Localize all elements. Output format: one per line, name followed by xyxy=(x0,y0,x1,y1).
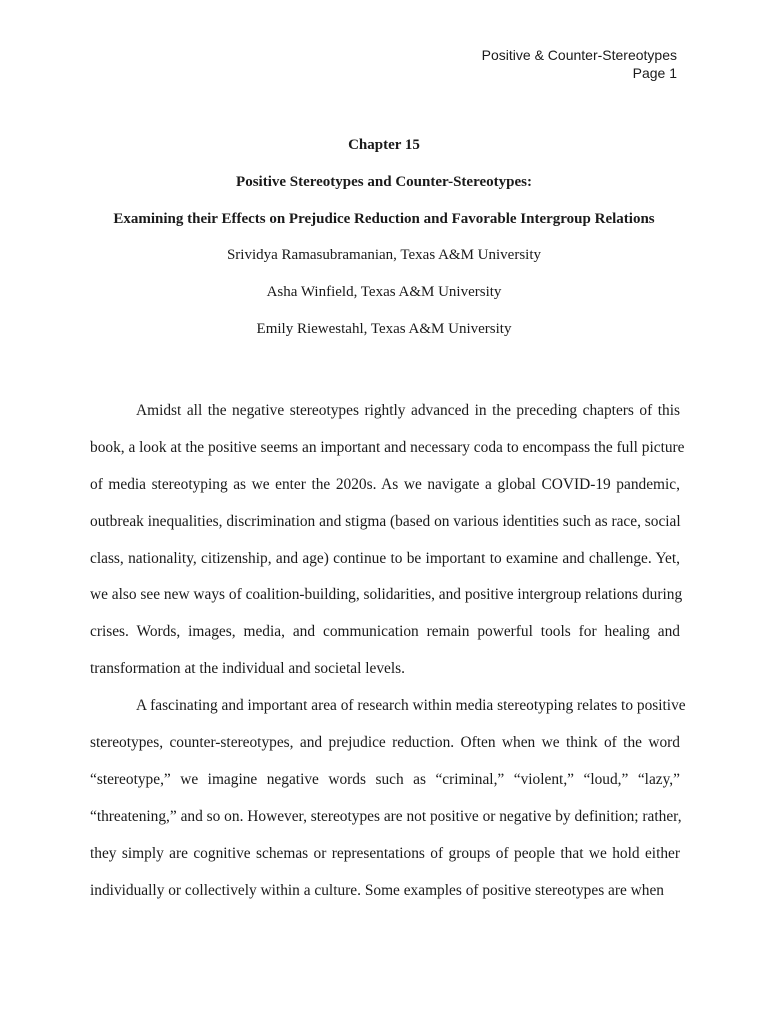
text-line: individually or collectively within a culture. Some examples of positive stereotypes are when xyxy=(90,881,665,899)
text-line: of media stereotyping as we enter the 2020s. As we navigate a global COVID-19 pandemic, xyxy=(90,475,680,493)
chapter-subtitle: Examining their Effects on Prejudice Reduction and Favorable Intergroup Relations xyxy=(113,211,655,227)
author-line: Emily Riewestahl, Texas A&M University xyxy=(256,321,512,337)
chapter-title: Positive Stereotypes and Counter-Stereotypes: xyxy=(236,174,532,190)
text-line: crises. Words, images, media, and communication remain powerful tools for healing and xyxy=(90,623,680,641)
text-line: class, nationality, citizenship, and age) continue to be important to examine and challenge. Yet, xyxy=(90,549,680,567)
running-title: Positive & Counter-Stereotypes xyxy=(481,47,677,63)
author-line: Srividya Ramasubramanian, Texas A&M University xyxy=(226,247,542,263)
text-line: Amidst all the negative stereotypes rightly advanced in the preceding chapters of this xyxy=(136,402,680,419)
text-line: “threatening,” and so on. However, stereotypes are not positive or negative by definition; rather, xyxy=(90,807,682,825)
paragraph-1 xyxy=(90,393,685,688)
text-line: A fascinating and important area of research within media stereotyping relates to positive xyxy=(136,697,686,715)
running-header xyxy=(482,46,677,82)
text-line: stereotypes, counter-stereotypes, and prejudice reduction. Often when we think of the word xyxy=(90,734,680,752)
text-line: they simply are cognitive schemas or representations of groups of people that we hold either xyxy=(90,844,680,862)
author-line: Asha Winfield, Texas A&M University xyxy=(266,284,502,300)
author-list xyxy=(0,246,768,357)
text-line: transformation at the individual and societal levels. xyxy=(90,660,405,678)
text-line: book, a look at the positive seems an important and necessary coda to encompass the full picture xyxy=(90,438,685,456)
text-line: outbreak inequalities, discrimination and stigma (based on various identities such as race, social xyxy=(90,512,681,530)
text-line: we also see new ways of coalition-building, solidarities, and positive intergroup relations during xyxy=(90,586,683,604)
chapter-label: Chapter 15 xyxy=(348,137,420,153)
paragraph-2 xyxy=(90,688,686,909)
page-number: Page 1 xyxy=(632,65,677,81)
text-line: “stereotype,” we imagine negative words such as “criminal,” “violent,” “loud,” “lazy,” xyxy=(90,770,680,788)
body-text xyxy=(90,393,686,909)
